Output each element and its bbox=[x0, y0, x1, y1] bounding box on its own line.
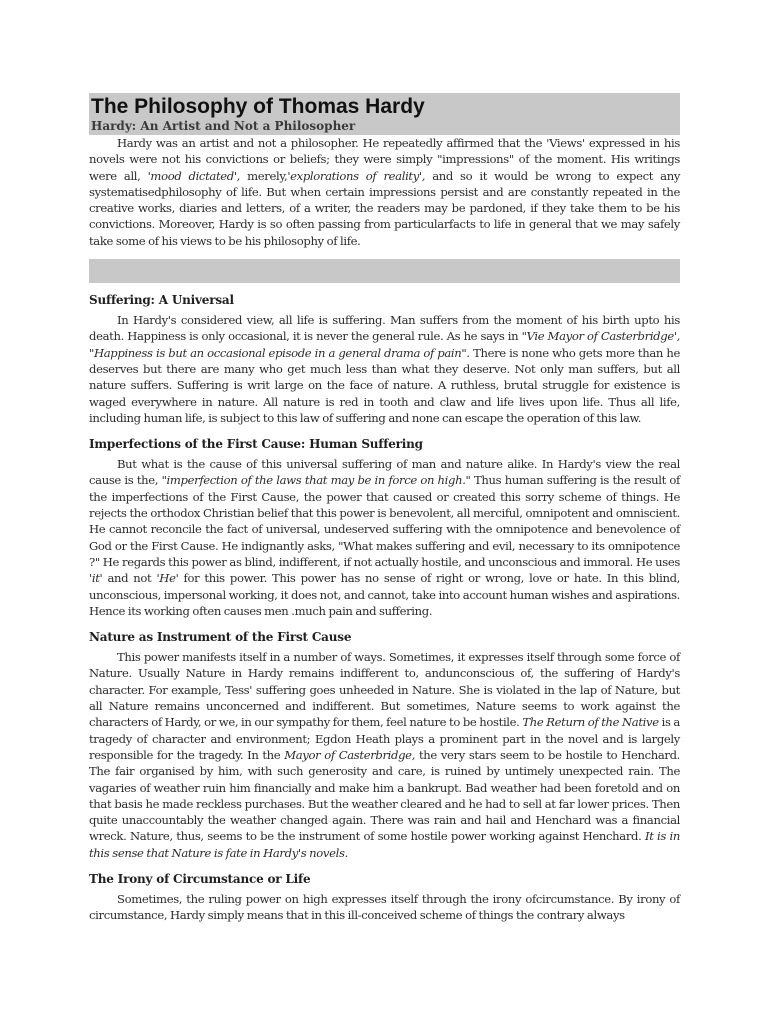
document-page bbox=[89, 93, 680, 924]
first-cause-text-4: for this power. This power has no sense of right or wrong, love or hate. In this blind, unconscious, impersonal working, it does not, and cannot, take into account human wishes and aspirations. Hence its working often causes men .much pain and suffering. bbox=[89, 571, 681, 618]
section-paragraph-first-cause bbox=[89, 456, 680, 619]
nature-title-mayor: Mayor of Casterbridge, bbox=[284, 747, 416, 762]
section-heading-nature: Nature as Instrument of the First Cause bbox=[89, 630, 352, 645]
section-heading-first-cause: Imperfections of the First Cause: Human Suffering bbox=[89, 437, 423, 452]
first-cause-quote: "imperfection of the laws that may be in force on high." bbox=[161, 473, 471, 488]
first-cause-it: 'it' bbox=[89, 571, 103, 586]
nature-text-3: the very stars seem to be hostile to Henchard. The fair organised by him, with such generosity and care, is ruined by untimely unexpected rain. The vagaries of weather ruin him financially and make him a bankrupt. Bad weather had been foretold and on that basis he made reckless purchases. But the weather cleared and he had to sell at far lower prices. Then quite unaccountably the weather changed again. There was rain and hail and Henchard was a financial wreck. Nature, thus, seems to be the instrument of some hostile power working against Henchard. bbox=[89, 747, 681, 844]
section-paragraph-irony bbox=[89, 891, 680, 924]
section-divider-bar bbox=[89, 259, 680, 283]
section-paragraph-nature bbox=[89, 649, 680, 861]
intro-text-1: Hardy was an artist and not a philosopher. He repeatedly affirmed that the 'Views' expressed in his novels were not his convictions or beliefs; they were simply "impressions" of the moment. His writings were all, bbox=[89, 136, 680, 183]
nature-text-1: This power manifests itself in a number of ways. Sometimes, it expresses itself through some force of Nature. Usually Nature in Hardy remains indifferent to, andunconscious of, the suffering of Hardy's character. For example, Tess' suffering goes unheeded in Nature. She is violated in the lap of Nature, but all Nature remains unconcerned and indifferent. But sometimes, Nature seems to work against the characters of Hardy, or we, in our sympathy for them, feel nature to be hostile. bbox=[89, 650, 680, 730]
intro-quote-mood: 'mood dictated', bbox=[147, 168, 241, 183]
page-title: The Philosophy of Thomas Hardy bbox=[91, 95, 425, 118]
suffering-text-1: In Hardy's considered view, all life is suffering. Man suffers from the moment of his birth upto his death. Happiness is only occasional, it is never the general rule. As he says in bbox=[89, 313, 680, 344]
nature-conclusion: It is in this sense that Nature is fate in Hardy's novels. bbox=[89, 829, 680, 860]
intro-text-2: merely, bbox=[240, 168, 288, 183]
page-subtitle: Hardy: An Artist and Not a Philosopher bbox=[91, 119, 356, 133]
first-cause-text-2: Thus human suffering is the result of the imperfections of the First Cause, the power that caused or created this sorry scheme of things. He rejects the orthodox Christian belief that this power is benevolent, all merciful, omnipotent and omniscient. He cannot reconcile the fact of universal, undeserved suffering with the omnipotence and benevolence of God or the First Cause. He indignantly asks, "What makes suffering and evil, necessary to its omnipotence ?" He regards this power as blind, indifferent, if not actually hostile, and unconscious and immoral. He uses bbox=[89, 473, 680, 569]
intro-paragraph bbox=[89, 135, 680, 249]
section-heading-suffering: Suffering: A Universal bbox=[89, 293, 234, 308]
first-cause-text-1: But what is the cause of this universal suffering of man and nature alike. In Hardy's view the real cause is the, bbox=[89, 457, 680, 488]
title-band bbox=[89, 93, 680, 135]
section-paragraph-suffering bbox=[89, 312, 680, 426]
suffering-text-2: There is none who gets more than he deserves but there are many who get much less than what they deserve. Not only man suffers, but all nature suffers. Suffering is writ large on the face of nature. A ruthless, brutal struggle for existence is waged everywhere in nature. All nature is red in tooth and claw and life lives upon life. Thus all life, including human life, is subject to this law of suffering and none can escape the operation of this law. bbox=[89, 345, 680, 425]
nature-title-return-native: The Return of the Native bbox=[522, 715, 659, 730]
first-cause-text-3: and not bbox=[102, 571, 157, 586]
nature-text-2: is a tragedy of character and environment; Egdon Heath plays a prominent part in the novel and is largely responsible for the tragedy. In the bbox=[89, 715, 680, 762]
intro-text-3: and so it would be wrong to expect any systematisedphilosophy of life. But when certain impressions persist and are constantly repeated in the creative works, diaries and letters, of a writer, the readers may be pardoned, if they take them to be his convictions. Moreover, Hardy is so often passing from particularfacts to life in general that we may safely take some of his views to be his philosophy of life. bbox=[89, 168, 681, 248]
intro-quote-explorations: 'explorations of reality', bbox=[287, 168, 426, 183]
suffering-quote: "Vie Mayor of Casterbridge', "Happiness is but an occasional episode in a general drama of pain". bbox=[89, 329, 681, 360]
irony-text-1: Sometimes, the ruling power on high expresses itself through the irony ofcircumstance. By irony of circumstance, Hardy simply means that in this ill-conceived scheme of things the contrary always bbox=[89, 891, 680, 923]
first-cause-he: 'He' bbox=[156, 571, 179, 586]
section-heading-irony: The Irony of Circumstance or Life bbox=[89, 871, 311, 886]
